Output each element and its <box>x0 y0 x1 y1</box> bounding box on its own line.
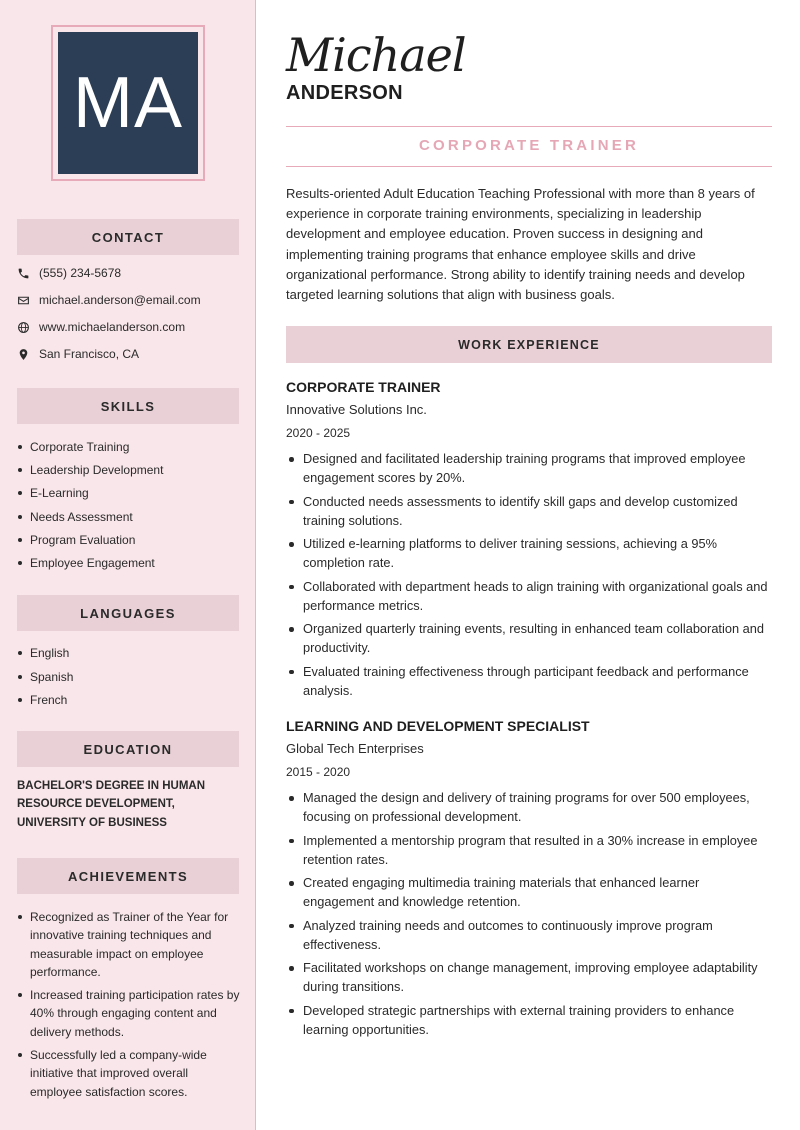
list-item: Employee Engagement <box>17 554 242 572</box>
list-item: Facilitated workshops on change management, improving employee adaptability during transitions. <box>286 958 772 996</box>
list-item: Spanish <box>17 668 242 686</box>
divider-top <box>286 126 772 127</box>
list-item: Evaluated training effectiveness through participant feedback and performance analysis. <box>286 662 772 700</box>
skills-heading: SKILLS <box>17 388 239 424</box>
last-name: ANDERSON <box>286 82 403 104</box>
list-item: Collaborated with department heads to align training with organizational goals and performance metrics. <box>286 577 772 615</box>
job-title: CORPORATE TRAINER <box>286 379 441 395</box>
achievements-heading: ACHIEVEMENTS <box>17 858 239 894</box>
contact-phone <box>17 264 121 282</box>
list-item: Corporate Training <box>17 438 242 456</box>
phone-text: (555) 234-5678 <box>39 266 122 280</box>
list-item: Created engaging multimedia training materials that enhanced learner engagement and knowledge retention. <box>286 873 772 911</box>
list-item: Program Evaluation <box>17 531 242 549</box>
location-pin-icon <box>17 348 30 361</box>
role-title: CORPORATE TRAINER <box>419 137 639 154</box>
list-item: Utilized e-learning platforms to deliver training sessions, achieving a 95% completion rate. <box>286 534 772 572</box>
list-item: Conducted needs assessments to identify skill gaps and develop customized training solutions. <box>286 492 772 530</box>
list-item: Needs Assessment <box>17 508 242 526</box>
globe-icon <box>17 321 30 334</box>
list-item: Analyzed training needs and outcomes to continuously improve program effectiveness. <box>286 916 772 954</box>
job-company: Innovative Solutions Inc. <box>286 402 427 417</box>
list-item: English <box>17 644 242 662</box>
education-heading: EDUCATION <box>17 731 239 767</box>
job-entry <box>286 717 772 1043</box>
divider-bottom <box>286 166 772 167</box>
list-item: Organized quarterly training events, resulting in enhanced team collaboration and productivity. <box>286 619 772 657</box>
list-item: Developed strategic partnerships with external training providers to enhance learning opportunities. <box>286 1001 772 1039</box>
first-name: Michael <box>286 28 466 82</box>
phone-icon <box>17 267 30 280</box>
contact-email <box>17 291 201 309</box>
job-dates: 2020 - 2025 <box>286 426 351 440</box>
skills-list <box>17 438 242 577</box>
languages-heading: LANGUAGES <box>17 595 239 631</box>
list-item: Leadership Development <box>17 461 242 479</box>
contact-heading: CONTACT <box>17 219 239 255</box>
job-entry <box>286 378 772 704</box>
job-bullets <box>286 788 772 1039</box>
list-item: Implemented a mentorship program that resulted in a 30% increase in employee retention rates. <box>286 831 772 869</box>
email-icon <box>17 294 30 307</box>
list-item: Designed and facilitated leadership training programs that improved employee engagement scores by 20%. <box>286 449 772 487</box>
contact-location <box>17 345 139 363</box>
list-item: French <box>17 691 242 709</box>
job-company: Global Tech Enterprises <box>286 741 424 756</box>
work-experience-heading: WORK EXPERIENCE <box>286 326 772 363</box>
website-link[interactable]: www.michaelanderson.com <box>39 320 186 334</box>
monogram: MA <box>58 32 198 174</box>
list-item: Managed the design and delivery of training programs for over 500 employees, focusing on professional development. <box>286 788 772 826</box>
contact-website <box>17 318 185 336</box>
monogram-frame <box>51 25 205 181</box>
email-link[interactable]: michael.anderson@email.com <box>39 293 201 307</box>
achievements-list <box>17 908 242 1106</box>
list-item: Successfully led a company-wide initiative that improved overall employee satisfaction scores. <box>17 1046 242 1101</box>
list-item: E-Learning <box>17 484 242 502</box>
education-degree: BACHELOR'S DEGREE IN HUMAN RESOURCE DEVELOPMENT, UNIVERSITY OF BUSINESS <box>17 780 206 829</box>
summary: Results-oriented Adult Education Teaching Professional with more than 8 years of experience in corporate training environments, specializing in leadership development and employee education. Proven success in designing and implementing training programs that enhance employee skills and drive organizational performance. Strong ability to identify training needs and develop targeted learning solutions that align with business goals. <box>286 186 755 303</box>
job-title: LEARNING AND DEVELOPMENT SPECIALIST <box>286 718 590 734</box>
job-dates: 2015 - 2020 <box>286 765 351 779</box>
list-item: Increased training participation rates by 40% through engaging content and delivery methods. <box>17 986 242 1041</box>
list-item: Recognized as Trainer of the Year for innovative training techniques and measurable impact on employee performance. <box>17 908 242 981</box>
location-text: San Francisco, CA <box>39 347 140 361</box>
sidebar <box>0 0 256 1130</box>
languages-list <box>17 644 242 715</box>
job-bullets <box>286 449 772 700</box>
